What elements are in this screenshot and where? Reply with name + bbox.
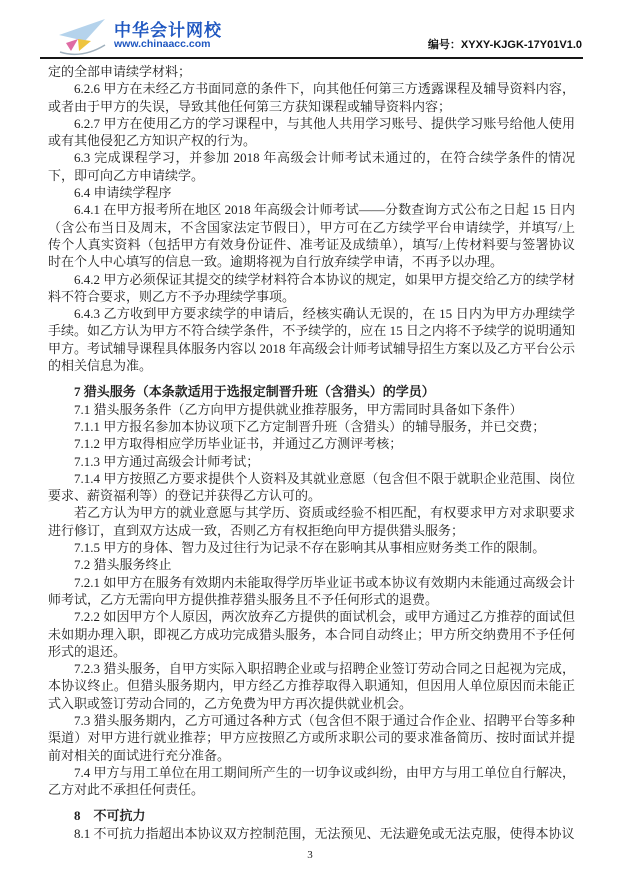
paragraph: 7.2 猎头服务终止 [74, 557, 172, 573]
paragraph: 7.1.2 甲方取得相应学历毕业证书，并通过乙方测评考核； [74, 436, 403, 452]
paragraph: 8 不可抗力 [74, 808, 146, 824]
doc-number-value: XYXY-KJGK-17Y01V1.0 [460, 39, 582, 51]
paragraph: 6.2.6 甲方在未经乙方书面同意的条件下，向其他任何第三方透露课程及辅导资料内容，或者由于甲方的失误，导致其他任何第三方获知课程或辅导资料内容； [48, 81, 575, 114]
doc-number [428, 36, 582, 56]
page-number: 3 [307, 849, 313, 861]
paragraph: 6.3 完成课程学习，并参加 2018 年高级会计师考试未通过的，在符合续学条件的情况下，即可向乙方申请续学。 [48, 150, 575, 183]
header-rule [40, 57, 583, 59]
page-footer [0, 849, 620, 861]
brand-name: 中华会计网校 [114, 20, 222, 40]
paragraph: 6.2.7 甲方在使用乙方的学习课程中，与其他人共用学习账号、提供学习账号给他人使用或有其他侵犯乙方知识产权的行为。 [48, 115, 575, 149]
paragraph: 6.4.3 乙方收到甲方要求续学的申请后，经核实确认无误的，在 15 日内为甲方办理续学手续。如乙方认为甲方不符合续学条件，不予续学的，应在 15 日之内将不予续学的说明通知甲方。考试辅导课程具体服务内容以 2018 年高级会计师考试辅导招生方案以及乙方平台公示的相关信息为准。 [48, 306, 575, 374]
header [58, 12, 582, 56]
paragraph: 6.4.1 在甲方报考所在地区 2018 年高级会计师考试——分数查询方式公布之日起 15 日内（含公布当日及周末，不含国家法定节假日），甲方可在乙方续学平台申请续学，并填写/上传个人真实资料（包括甲方有效身份证件、准考证及成绩单），填写/上传材料要与签署协议时在个人中心填写的信息一致。逾期将视为自行放弃续学申请，不再予以办理。 [48, 202, 575, 270]
paragraph: 7.1.5 甲方的身体、智力及过往行为记录不存在影响其从事相应财务类工作的限制。 [74, 540, 546, 556]
paragraph: 6.4.2 甲方必须保证其提交的续学材料符合本协议的规定，如果甲方提交给乙方的续学材料不符合要求，则乙方不予办理续学事项。 [48, 271, 575, 304]
paragraph: 定的全部申请续学材料； [48, 64, 192, 79]
chinaacc-logo-icon [58, 16, 108, 56]
brand-url: www.chinaacc.com [114, 38, 211, 51]
paragraph: 7.1.3 甲方通过高级会计师考试； [74, 453, 260, 469]
paragraph: 7 猎头服务（本条款适用于选报定制晋升班（含猎头）的学员） [74, 384, 435, 400]
brand-text [114, 22, 222, 51]
brand-logo [58, 16, 222, 56]
paragraph: 7.4 甲方与用工单位在用工期间所产生的一切争议或纠纷，由甲方与用工单位自行解决，乙方对此不承担任何责任。 [48, 764, 575, 798]
paragraph: 7.2.2 如因甲方个人原因，两次放弃乙方提供的面试机会，或甲方通过乙方推荐的面试但未如期办理入职，即视乙方成功完成猎头服务，本合同自动终止；甲方所交纳费用不予任何形式的退还。 [48, 609, 575, 659]
paragraph: 7.1 猎头服务条件（乙方向甲方提供就业推荐服务，甲方需同时具备如下条件） [74, 401, 523, 417]
paragraph: 8.1 不可抗力指超出本协议双方控制范围，无法预见、无法避免或无法克服，使得本协议 [74, 825, 575, 841]
doc-number-label: 编号： [427, 39, 461, 51]
paragraph: 6.4 申请续学程序 [74, 185, 172, 201]
paragraph: 7.2.1 如甲方在服务有效期内未能取得学历毕业证书或本协议有效期内未能通过高级会计师考试，乙方无需向甲方提供推荐猎头服务且不予任何形式的退费。 [48, 574, 575, 607]
paragraph: 7.1.1 甲方报名参加本协议项下乙方定制晋升班（含猎头）的辅导服务，并已交费； [74, 418, 546, 434]
paragraph: 7.2.3 猎头服务，自甲方实际入职招聘企业或与招聘企业签订劳动合同之日起视为完成，本协议终止。但猎头服务期内，甲方经乙方推荐取得入职通知，但因用人单位原因而未能正式入职或签订劳动合同的，乙方免费为甲方再次提供就业机会。 [48, 661, 575, 711]
paragraph: 7.1.4 甲方按照乙方要求提供个人资料及其就业意愿（包含但不限于就职企业范围、岗位要求、薪资福利等）的登记并获得乙方认可的。 [48, 470, 575, 504]
paragraph: 若乙方认为甲方的就业意愿与其学历、资质或经验不相匹配，有权要求甲方对求职要求进行修订，直到双方达成一致，否则乙方有权拒绝向甲方提供猎头服务； [48, 505, 575, 538]
document-body [48, 63, 575, 842]
paragraph: 7.3 猎头服务期内，乙方可通过各种方式（包含但不限于通过合作企业、招聘平台等多种渠道）对甲方进行就业推荐；甲方应按照乙方或所求职公司的要求准备简历、按时面试并提前对相关的面试进行充分准备。 [48, 712, 575, 763]
